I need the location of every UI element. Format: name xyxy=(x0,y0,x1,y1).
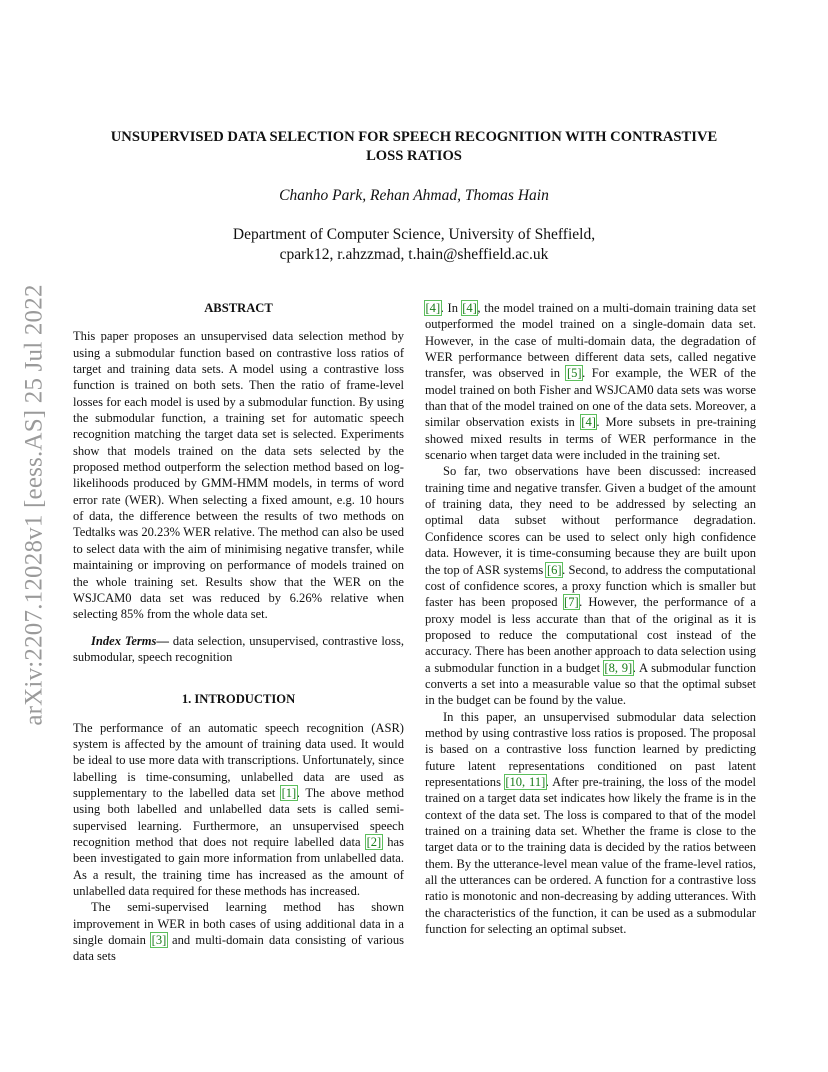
affiliation-emails: cpark12, r.ahzzmad, t.hain@sheffield.ac.uk xyxy=(279,246,549,263)
index-terms-label: Index Terms— xyxy=(91,633,169,648)
text-run: In this paper, an unsupervised submodular data selection method by using contrastive loss ratios is proposed. The proposal is based on a contrastive loss function learned by predicting future latent representations conditioned on past latent representations xyxy=(425,709,756,789)
citation-link[interactable]: [5] xyxy=(566,366,582,381)
author-list: Chanho Park, Rehan Ahmad, Thomas Hain xyxy=(279,187,549,204)
citation-link[interactable]: [1] xyxy=(281,785,297,800)
text-run: . However, the performance of a proxy model is less accurate than that of the original as it is proposed to reduce the computational cost instead of the accuracy. There has been another approach to data selection using a submodular function in a budget xyxy=(425,595,756,675)
text-run: . In xyxy=(440,301,462,315)
text-run: and multi-domain data consisting of various data sets xyxy=(73,933,404,964)
citation-link[interactable]: [4] xyxy=(425,301,441,315)
citation-link[interactable]: [7] xyxy=(564,595,579,610)
arxiv-identifier: arXiv:2207.12028v1 [eess.AS] 25 Jul 2022 xyxy=(21,284,48,726)
abstract-text: This paper proposes an unsupervised data selection method by using a submodular function based on contrastive loss ratios of target and training data sets. A model using a contrastive loss function is trained on both sets. Then the ratio of frame-level losses for each model is used by a submodular function. By using the submodular function, a training set for automatic speech recognition matching the target data set is selected. Experiments show that models trained on the data sets selected by the proposed method outperform the selection method based on log-likelihoods produced by GMM-HMM models, in terms of word error rate (WER). When selecting a fixed amount, e.g. 10 hours of data, the difference between the results of two methods on Tedtalks was 20.23% WER relative. The method can also be used to select data with the aim of minimising negative transfer, while maintaining or improving on performance of models trained on the whole training set. Results show that the WER on the WSJCAM0 data set was reduced by 6.26% relative when selecting 85% from the whole data set. xyxy=(73,329,404,622)
citation-link[interactable]: [4] xyxy=(581,415,596,430)
intro-paragraph-2-continued xyxy=(425,300,756,463)
title-line-1: UNSUPERVISED DATA SELECTION FOR SPEECH RECOGNITION WITH CONTRASTIVE xyxy=(110,129,718,145)
right-column xyxy=(425,300,756,937)
paper-title xyxy=(60,128,768,166)
citation-link[interactable]: [2] xyxy=(366,834,382,849)
citation-link[interactable]: [8, 9] xyxy=(604,660,633,675)
intro-paragraph-1 xyxy=(73,720,404,900)
text-run: . For example, the WER of the model trained on both Fisher and WSJCAM0 data sets was worse than that of the model trained on one of the data sets. Moreover, a similar observation exists in xyxy=(425,366,756,430)
text-run: . More subsets in pre-training showed mixed results in terms of WER performance in the scenario when target data were included in the training set. xyxy=(425,415,756,463)
intro-heading: 1. INTRODUCTION xyxy=(181,692,296,707)
text-run: . Second, to address the computational cost of confidence scores, a proxy function which is smaller but faster has been proposed xyxy=(425,562,757,610)
left-column xyxy=(73,300,404,965)
text-run: So far, two observations have been discussed: increased training time and negative transfer. Given a budget of the amount of training data, they need to be addressed by selecting an optimal data subset without performance degradation. Confidence scores can be used to select only high confidence data. However, it is time-consuming because they are built upon the top of ASR systems xyxy=(425,464,756,577)
affiliation xyxy=(60,225,768,265)
text-run: The semi-supervised learning method has shown improvement in WER in both cases of using additional data in a single domain xyxy=(73,900,404,948)
text-run: , the model trained on a multi-domain training data set outperformed the model trained on a single-domain data set. However, in the case of multi-domain data, the degradation of WER performance between different data sets, called negative transfer, was observed in xyxy=(425,301,756,381)
index-terms-text: data selection, unsupervised, contrastive loss, submodular, speech recognition xyxy=(73,633,404,664)
intro-paragraph-3 xyxy=(425,463,756,708)
affiliation-institution: Department of Computer Science, University of Sheffield, xyxy=(232,226,596,243)
intro-paragraph-4 xyxy=(425,709,756,938)
citation-link[interactable]: [3] xyxy=(151,933,167,948)
text-run: The performance of an automatic speech recognition (ASR) system is affected by the amount of training data used. It would be ideal to use more data with transcriptions. Unfortunately, since labelling is time-consuming, unlabelled data are used as supplementary to the labelled data set xyxy=(73,720,404,800)
text-run: has been investigated to gain more information from unlabelled data. As a result, the training time has increased as the amount of unlabelled data required for these methods has increased. xyxy=(73,834,404,898)
text-run: . After pre-training, the loss of the model trained on a target data set indicates how likely the frame is in the context of the data set. The loss is compared to that of the model trained on a training data set. Whether the frame is close to the target data or to the training data is decided by the ratios between them. By the utterance-level mean value of the frame-level ratios, all the utterances can be ordered. A function for a contrastive loss ratio is monotonic and non-decreasing by adding utterances. With the characteristics of the function, it can be used as a submodular function for selecting an optimal subset. xyxy=(425,774,757,937)
abstract-heading: ABSTRACT xyxy=(204,301,273,315)
index-terms xyxy=(73,633,404,666)
arxiv-side-stamp xyxy=(18,250,52,760)
title-line-2: LOSS RATIOS xyxy=(366,148,462,164)
intro-paragraph-2 xyxy=(73,899,404,964)
citation-link[interactable]: [4] xyxy=(462,301,477,315)
citation-link[interactable]: [10, 11] xyxy=(505,774,546,789)
citation-link[interactable]: [6] xyxy=(546,562,562,577)
text-run: . The above method using both labelled and unlabelled data sets is called semi-supervised learning. Furthermore, an unsupervised speech recognition method that does not require labelled data xyxy=(73,785,404,849)
text-run: . A submodular function converts a set into a measurable value so that the optimal subset in the budget can be found by the value. xyxy=(425,660,756,708)
